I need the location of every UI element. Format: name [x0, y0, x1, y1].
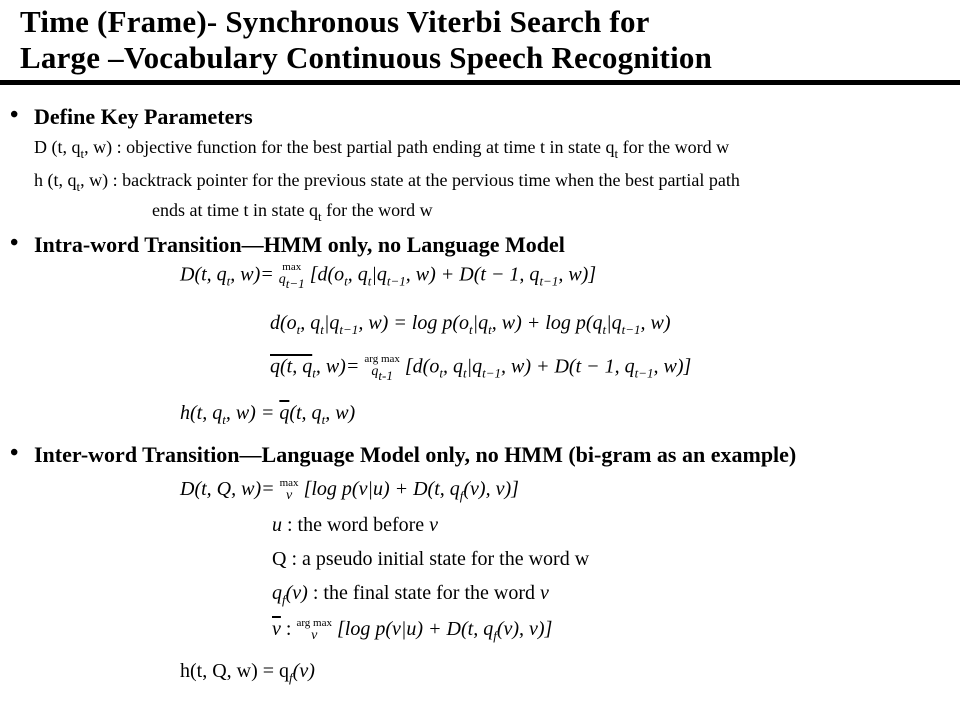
definition-D: D (t, $q_t$, w) : objective function for the best partial path ending at time t in state $q_t$ for the word w [34, 137, 730, 161]
equation-inter-h: h(t, Q, $w) = q_f(v)$ [180, 660, 315, 685]
definition-h: h (t, $q_t$, w) : backtrack pointer for the previous state at the pervious time when the best partial path [34, 170, 740, 194]
title-divider [0, 80, 960, 85]
definition-u: u : the word before v [272, 514, 439, 536]
definition-Q: Q : a pseudo initial state for the word w [272, 548, 590, 570]
section-heading-intra-word: Intra-word Transition—HMM only, no Language Model [34, 232, 565, 257]
equation-inter-D: D(t, Q, w)= max v [log p(v|u) + D(t, $q_f(v)$, v)] [180, 477, 519, 504]
equation-intra-qbar: q(t, $q_t$, w)= arg max qt-1 [$d(o_t$, $q_t|q_{t-1}$, w) + D(t − 1, $q_{t-1}$, w)] [270, 353, 692, 383]
definition-h-continued: ends at time t in state $q_t$ for the word w [152, 200, 433, 224]
equation-intra-D: D(t, $q_t$, w)= max qt−1 [$d(o_t$, $q_t|q_{t-1}$, w) + D(t − 1, $q_{t-1}$, w)] [180, 261, 597, 291]
definition-vbar: $\overline{v}$ : arg max v [log p(v|u) + D(t, $q_f(v)$, v)] [272, 617, 553, 644]
bullet-icon: • [10, 440, 19, 466]
section-heading-inter-word: Inter-word Transition—Language Model only, no HMM (bi-gram as an example) [34, 442, 797, 467]
bullet-icon: • [10, 102, 19, 128]
page-title-line2: Large –Vocabulary Continuous Speech Recognition [20, 40, 713, 75]
section-heading-key-parameters: Define Key Parameters [34, 104, 253, 129]
bullet-icon: • [10, 230, 19, 256]
equation-intra-h: h(t, $q_t$, $w) = \overline{q}(t$, $q_t$, w) [180, 402, 356, 427]
page-title-line1: Time (Frame)- Synchronous Viterbi Search for [20, 4, 650, 39]
equation-intra-d: $d(o_t$, $q_t|q_{t-1}$, $w) = \log p(o_t|q_t$, $w) + \log p(q_t|q_{t-1}$, w) [270, 312, 671, 337]
definition-qf: $q_f(v)$ : the final state for the word v [272, 582, 549, 607]
